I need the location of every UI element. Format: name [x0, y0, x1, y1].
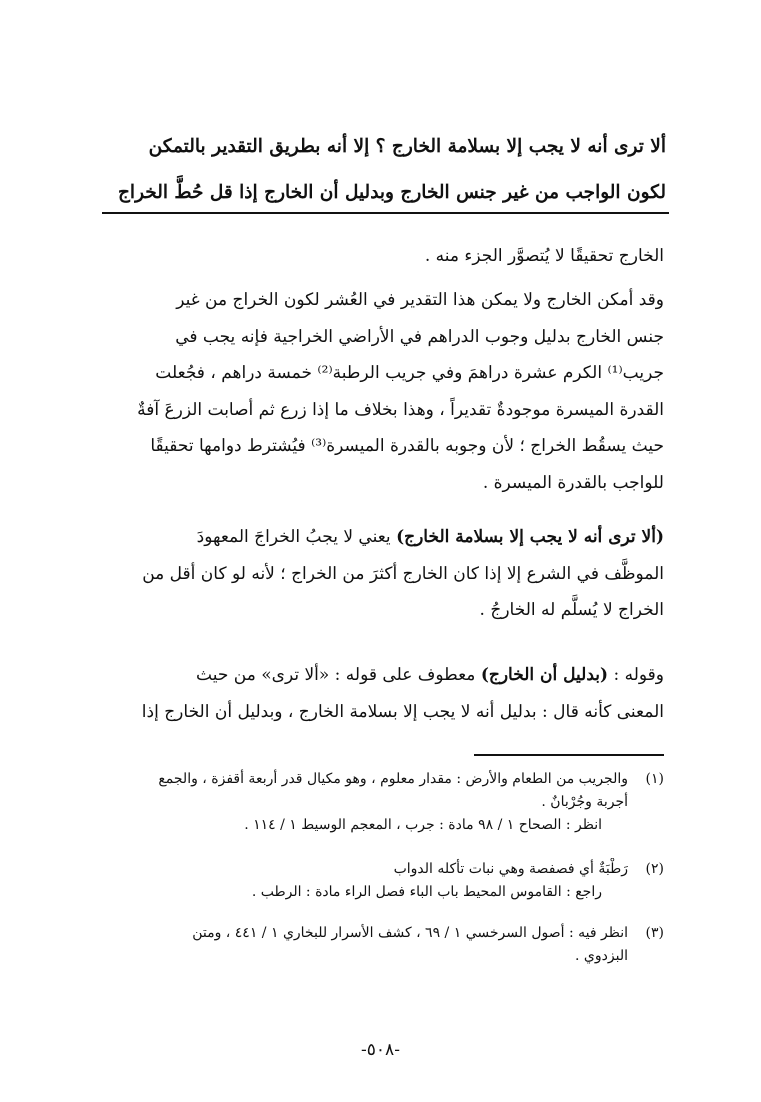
body-paragraph-2	[98, 282, 664, 501]
body-line: جنس الخارج بدليل وجوب الدراهم في الأراضي الخراجية فإنه يجب في	[175, 326, 664, 347]
matn-line: لكون الواجب من غير جنس الخارج وبدليل أن الخارج إذا قل حُطَّ الخراج	[117, 182, 666, 203]
page-number: -٥٠٨-	[361, 1040, 400, 1060]
footnote-3	[94, 922, 664, 968]
footnote-line: انظر فيه : أصول السرخسي ١ / ٦٩ ، كشف الأسرار للبخاري ١ / ٤٤١ ، ومتن	[192, 925, 628, 941]
matn-separator-rule	[102, 212, 669, 214]
body-line: وقد أمكن الخارج ولا يمكن هذا التقدير في العُشر لكون الخراج من غير	[176, 290, 664, 310]
footnote-1	[94, 768, 664, 837]
body-line: الخراج لا يُسلَّم له الخارجُ .	[479, 600, 664, 620]
commentary-text: يعني لا يجبُ الخراجَ المعهودَ	[196, 527, 397, 547]
matn-line: ألا ترى أنه لا يجب إلا بسلامة الخارج ؟ إلا أنه بطريق التقدير بالتمكن	[148, 136, 666, 157]
quoted-matn: (ألا ترى أنه لا يجب إلا بسلامة الخارج)	[396, 527, 664, 547]
body-line: للواجب بالقدرة الميسرة .	[482, 472, 664, 493]
footnote-text	[94, 922, 628, 968]
footnote-reference: انظر : الصحاح ١ / ٩٨ مادة : جرب ، المعجم الوسيط ١ / ١١٤ .	[244, 817, 602, 833]
commentary-text: معطوف على قوله : «ألا ترى» من حيث	[196, 665, 481, 685]
footnote-line: والجريب من الطعام والأرض : مقدار معلوم ، وهو مكيال قدر أربعة أقفزة ، والجمع	[158, 771, 628, 787]
body-line: حيث يسقُط الخراج ؛ لأن وجوبه بالقدرة الميسرة⁽³⁾ فيُشترط دوامها تحقيقًا	[150, 436, 664, 456]
matn-text	[96, 124, 666, 216]
body-line: القدرة الميسرة موجودةٌ تقديراً ، وهذا بخلاف ما إذا زرع ثم أصابت الزرعَ آفةٌ	[137, 399, 664, 420]
footnote-reference: راجع : القاموس المحيط باب الباء فصل الراء مادة : الرطب .	[251, 884, 602, 900]
body-paragraph-1	[98, 238, 664, 275]
body-line	[98, 657, 664, 694]
body-paragraph-3	[98, 519, 664, 629]
footnote-number: (٣)	[645, 925, 664, 941]
footnote-separator-rule	[474, 754, 664, 756]
body-paragraph-4	[98, 657, 664, 730]
footnote-line: رَطْبَةٌ أي فصفصة وهي نبات تأكله الدواب	[393, 861, 628, 877]
body-line: الموظَّف في الشرع إلا إذا كان الخارج أكثرَ من الخراج ؛ لأنه لو كان أقل من	[142, 563, 664, 584]
footnote-text	[94, 768, 628, 814]
body-line: جريب⁽¹⁾ الكرم عشرة دراهمَ وفي جريب الرطبة⁽²⁾ خمسة دراهم ، فجُعلت	[155, 363, 664, 383]
footnote-line: البزدوي .	[575, 948, 628, 964]
footnote-text	[94, 858, 628, 881]
footnote-number: (٢)	[645, 861, 664, 877]
commentary-text: وقوله :	[608, 665, 664, 685]
body-line: المعنى كأنه قال : بدليل أنه لا يجب إلا بسلامة الخارج ، وبدليل أن الخارج إذا	[141, 701, 664, 722]
footnote-2	[94, 858, 664, 904]
footnote-number: (١)	[645, 771, 664, 787]
footnote-line: أجربة وجُرْبانٌ .	[541, 794, 628, 810]
quoted-matn: (بدليل أن الخارج)	[480, 665, 609, 685]
body-line: الخارج تحقيقًا لا يُتصوَّر الجزء منه .	[424, 246, 664, 266]
body-line	[98, 519, 664, 556]
